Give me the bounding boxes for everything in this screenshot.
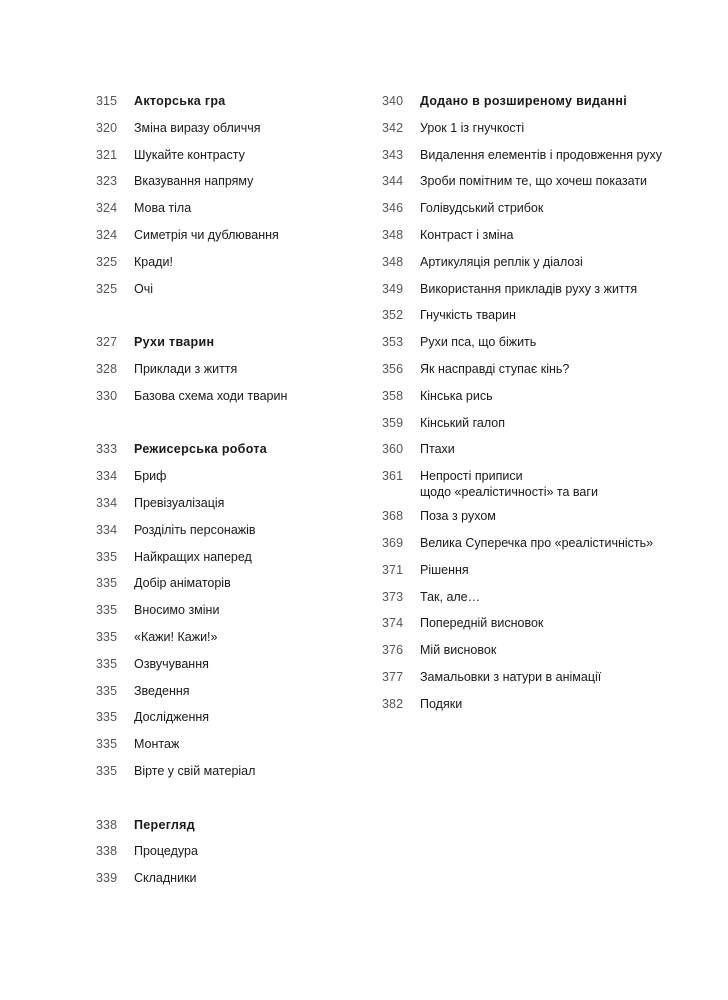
toc-page-number: 343	[382, 147, 404, 162]
toc-entry[interactable]	[96, 356, 366, 383]
toc-entry-title: Кінський галоп	[420, 415, 506, 430]
toc-entry[interactable]	[96, 142, 366, 169]
toc-entry-title: Бриф	[134, 469, 167, 484]
toc-entry[interactable]	[382, 664, 722, 691]
toc-page-number: 324	[96, 227, 118, 242]
toc-entry-title: Зведення	[134, 683, 190, 698]
toc-entry-title: Добір аніматорів	[134, 576, 231, 591]
toc-page-number: 369	[382, 535, 404, 550]
toc-section-title: Режисерська робота	[134, 442, 268, 457]
toc-section-title: Рухи тварин	[134, 335, 215, 350]
toc-page-number: 374	[382, 616, 404, 631]
toc-entry-title: Контраст і зміна	[420, 227, 514, 242]
toc-entry[interactable]	[382, 115, 722, 142]
toc-section-title: Додано в розширеному виданні	[420, 94, 627, 108]
toc-entry-title: Подяки	[420, 696, 463, 711]
toc-page-number: 346	[382, 201, 404, 216]
toc-page-number: 328	[96, 361, 118, 376]
toc-entry[interactable]	[382, 222, 722, 249]
toc-page-number: 359	[382, 415, 404, 430]
toc-page-number: 334	[96, 522, 118, 537]
toc-page-number: 348	[382, 227, 404, 242]
toc-entry-title: Вірте у свій матеріал	[134, 763, 256, 778]
toc-entry-title: Попередній висновок	[420, 616, 544, 631]
toc-entry[interactable]	[382, 436, 722, 463]
toc-entry[interactable]	[96, 651, 366, 678]
toc-entry-title: Як насправді ступає кінь?	[420, 361, 570, 376]
toc-page-number: 339	[96, 871, 118, 886]
toc-page-number: 358	[382, 388, 404, 403]
toc-entry[interactable]	[382, 302, 722, 329]
toc-entry-title: Видалення елементів і продовження руху	[420, 147, 663, 162]
toc-left-column	[96, 88, 366, 892]
toc-section-heading[interactable]	[96, 812, 366, 839]
toc-entry[interactable]	[382, 584, 722, 611]
toc-entry[interactable]	[382, 463, 722, 503]
toc-entry-title: Приклади з життя	[134, 361, 238, 376]
toc-entry[interactable]	[96, 597, 366, 624]
toc-page-number: 338	[96, 817, 118, 832]
toc-page-number: 335	[96, 629, 118, 644]
toc-page-number: 335	[96, 576, 118, 591]
toc-page-number: 330	[96, 388, 118, 403]
toc-entry-title: Артикуляція реплік у діалозі	[420, 254, 583, 269]
toc-group	[96, 812, 366, 892]
toc-entry[interactable]	[96, 570, 366, 597]
toc-entry-title: Базова схема ходи тварин	[134, 388, 288, 403]
toc-page-number: 325	[96, 281, 118, 296]
toc-page-number: 376	[382, 643, 404, 658]
toc-section-title: Перегляд	[134, 817, 195, 832]
toc-group	[96, 88, 366, 302]
toc-entry[interactable]	[96, 678, 366, 705]
toc-section-heading[interactable]	[96, 329, 366, 356]
toc-entry[interactable]	[96, 704, 366, 731]
toc-entry-title: Мова тіла	[134, 201, 192, 216]
toc-page-number: 353	[382, 335, 404, 350]
toc-entry-title: Дослідження	[134, 710, 210, 725]
toc-page-number: 325	[96, 254, 118, 269]
toc-page-number: 352	[382, 308, 404, 323]
toc-page-number: 356	[382, 361, 404, 376]
toc-entry-title: Вказування напряму	[134, 174, 254, 189]
toc-entry-title: Кінська рись	[420, 388, 493, 403]
toc-entry-title: Замальовки з натури в анімації	[420, 669, 602, 684]
toc-entry[interactable]	[96, 544, 366, 571]
toc-entry-title: Симетрія чи дублювання	[134, 227, 279, 242]
toc-entry[interactable]	[382, 168, 722, 195]
toc-entry[interactable]	[382, 329, 722, 356]
toc-entry-title: Монтаж	[134, 737, 180, 752]
toc-entry-title: Превізуалізація	[134, 495, 225, 510]
toc-group	[96, 436, 366, 784]
toc-entry[interactable]	[96, 624, 366, 651]
toc-entry[interactable]	[96, 517, 366, 544]
toc-entry-title: Кради!	[134, 254, 173, 269]
toc-page-number: 334	[96, 469, 118, 484]
toc-entry-title: Розділіть персонажів	[134, 522, 256, 537]
toc-page-number: 361	[382, 469, 404, 484]
toc-page-number: 371	[382, 562, 404, 577]
toc-entry[interactable]	[382, 637, 722, 664]
toc-entry-title: Велика Суперечка про «реалістичність»	[420, 535, 654, 550]
toc-entry-title: Очі	[134, 281, 154, 296]
toc-entry-title: Голівудський стрибок	[420, 201, 544, 216]
toc-entry-title: Вносимо зміни	[134, 603, 220, 618]
toc-page-number: 360	[382, 442, 404, 457]
toc-entry-title: Шукайте контрасту	[134, 147, 245, 162]
toc-page-number: 324	[96, 201, 118, 216]
toc-entry[interactable]	[96, 838, 366, 865]
toc-page-number: 335	[96, 737, 118, 752]
toc-page-number: 342	[382, 120, 404, 135]
toc-entry-title: Рішення	[420, 562, 469, 577]
toc-entry-title: Поза з рухом	[420, 509, 496, 524]
toc-entry[interactable]	[382, 410, 722, 437]
toc-page-number: 323	[96, 174, 118, 189]
toc-entry[interactable]	[382, 503, 722, 530]
toc-entry[interactable]	[382, 249, 722, 276]
toc-entry-title: Використання прикладів руху з життя	[420, 281, 638, 296]
toc-section-heading[interactable]	[96, 88, 366, 115]
toc-page-number: 335	[96, 603, 118, 618]
toc-right-column	[382, 88, 722, 718]
toc-page-number: 334	[96, 495, 118, 510]
toc-group	[96, 329, 366, 409]
toc-entry-title: «Кажи! Кажи!»	[134, 629, 218, 644]
toc-entry-title: Птахи	[420, 442, 455, 457]
toc-entry[interactable]	[96, 731, 366, 758]
toc-section-heading[interactable]	[96, 436, 366, 463]
toc-page-number: 335	[96, 656, 118, 671]
toc-page-number: 382	[382, 696, 404, 711]
toc-page-number: 321	[96, 147, 118, 162]
toc-entry-title: Непрості приписи щодо «реалістичності» та ваги	[420, 469, 598, 500]
toc-entry-title: Так, але…	[420, 589, 481, 604]
toc-group	[382, 88, 722, 718]
toc-entry[interactable]	[96, 222, 366, 249]
toc-page-number: 338	[96, 844, 118, 859]
toc-page-number: 327	[96, 335, 118, 350]
toc-entry-title: Мій висновок	[420, 643, 497, 658]
toc-entry-title: Процедура	[134, 844, 198, 859]
toc-page-number: 344	[382, 174, 404, 189]
toc-entry-title: Зміна виразу обличчя	[134, 120, 261, 135]
toc-page-number: 377	[382, 669, 404, 684]
toc-page-number: 335	[96, 763, 118, 778]
toc-page-number: 335	[96, 549, 118, 564]
toc-entry-title: Гнучкість тварин	[420, 308, 516, 323]
toc-entry-title: Зроби помітним те, що хочеш показати	[420, 174, 648, 189]
toc-entry-title: Озвучування	[134, 656, 209, 671]
toc-entry[interactable]	[96, 463, 366, 490]
toc-page-number: 348	[382, 254, 404, 269]
toc-entry-title: Рухи пса, що біжить	[420, 335, 537, 350]
toc-section-heading[interactable]	[382, 88, 722, 115]
toc-entry[interactable]	[382, 610, 722, 637]
toc-entry[interactable]	[96, 758, 366, 785]
toc-entry[interactable]	[96, 865, 366, 892]
toc-page-number: 320	[96, 120, 118, 135]
toc-entry[interactable]	[382, 530, 722, 557]
toc-entry[interactable]	[96, 490, 366, 517]
toc-entry-title: Урок 1 із гнучкості	[420, 120, 525, 135]
toc-entry[interactable]	[382, 383, 722, 410]
toc-entry[interactable]	[96, 195, 366, 222]
toc-entry[interactable]	[96, 276, 366, 303]
toc-entry[interactable]	[382, 356, 722, 383]
toc-entry[interactable]	[96, 249, 366, 276]
toc-entry[interactable]	[382, 142, 722, 169]
toc-page-number: 373	[382, 589, 404, 604]
toc-section-title: Акторська гра	[134, 94, 226, 108]
toc-page-number: 333	[96, 442, 118, 457]
toc-page-number: 315	[96, 94, 118, 108]
toc-entry[interactable]	[382, 195, 722, 222]
toc-page-number: 368	[382, 509, 404, 524]
toc-entry-title: Найкращих наперед	[134, 549, 252, 564]
toc-entry[interactable]	[96, 168, 366, 195]
toc-page-number: 349	[382, 281, 404, 296]
toc-entry[interactable]	[382, 557, 722, 584]
toc-entry-title: Складники	[134, 871, 197, 886]
toc-page-number: 340	[382, 94, 404, 108]
toc-page-number: 335	[96, 710, 118, 725]
toc-entry[interactable]	[382, 691, 722, 718]
toc-entry[interactable]	[96, 383, 366, 410]
toc-entry[interactable]	[382, 276, 722, 303]
toc-entry[interactable]	[96, 115, 366, 142]
toc-page-number: 335	[96, 683, 118, 698]
